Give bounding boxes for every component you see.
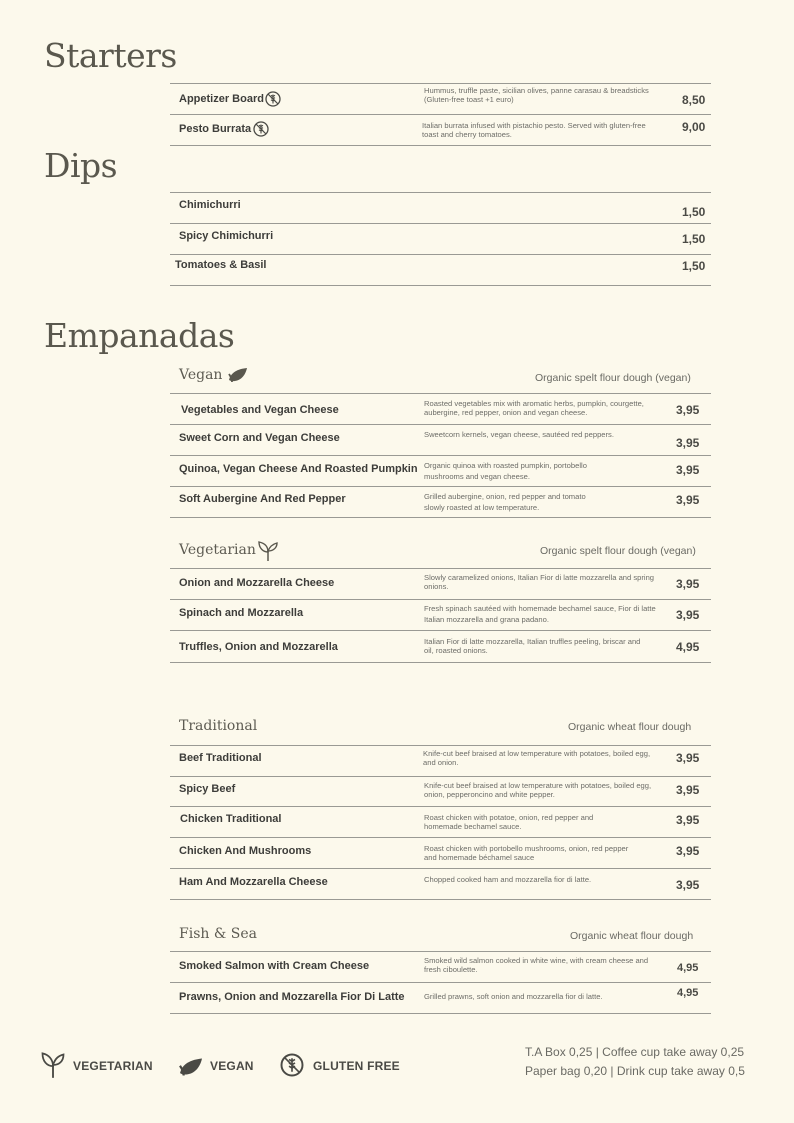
gluten-free-icon xyxy=(253,121,269,137)
divider xyxy=(170,599,711,600)
divider xyxy=(170,837,711,838)
divider xyxy=(170,83,711,84)
item-name: Tomatoes & Basil xyxy=(175,259,267,271)
dips-title: Dips xyxy=(44,146,118,185)
item-price: 3,95 xyxy=(676,783,700,797)
divider xyxy=(170,951,711,952)
item-price: 3,95 xyxy=(676,493,700,507)
item-price: 1,50 xyxy=(682,205,706,219)
item-name: Ham And Mozzarella Cheese xyxy=(179,876,328,888)
divider xyxy=(170,455,711,456)
item-description: Italian Fior di latte mozzarella, Italian truffles peeling, briscar and oil, roasted onions. xyxy=(424,637,641,655)
starters-title: Starters xyxy=(44,36,177,75)
item-description: Hummus, truffle paste, sicilian olives, panne carasau & breadsticks (Gluten-free toast +1 euro) xyxy=(424,86,649,104)
divider xyxy=(170,745,711,746)
divider xyxy=(170,568,711,569)
item-name: Sweet Corn and Vegan Cheese xyxy=(179,432,340,444)
dough-note: Organic spelt flour dough (vegan) xyxy=(540,545,696,557)
divider xyxy=(170,285,711,286)
item-description: Fresh spinach sautéed with homemade bechamel sauce, Fior di latte Italian mozzarella and grana padano. xyxy=(424,604,656,624)
item-price: 3,95 xyxy=(676,844,700,858)
footer-line-1: T.A Box 0,25 | Coffee cup take away 0,25 xyxy=(525,1045,745,1059)
item-description: Knife-cut beef braised at low temperature with potatoes, boiled egg, onion, pepperoncino and white pepper. xyxy=(424,781,652,799)
gluten-free-icon xyxy=(280,1053,304,1077)
item-description: Chopped cooked ham and mozzarella fior di latte. xyxy=(424,875,592,884)
item-name: Pesto Burrata xyxy=(179,123,252,135)
item-name: Smoked Salmon with Cream Cheese xyxy=(179,960,370,972)
empanadas-title: Empanadas xyxy=(44,316,235,355)
vegan-subtitle: Vegan xyxy=(179,367,223,383)
vegetarian-sprout-icon xyxy=(257,540,279,562)
item-price: 4,95 xyxy=(677,987,699,999)
item-name: Spicy Beef xyxy=(179,783,236,795)
item-name: Spinach and Mozzarella xyxy=(179,607,304,619)
divider xyxy=(170,145,711,146)
item-price: 3,95 xyxy=(676,436,700,450)
item-description: Roast chicken with potatoe, onion, red pepper and homemade bechamel sauce. xyxy=(424,813,594,831)
divider xyxy=(170,114,711,115)
item-description: Grilled aubergine, onion, red pepper and tomato slowly roasted at low temperature. xyxy=(424,492,586,512)
item-name: Prawns, Onion and Mozzarella Fior Di Latte xyxy=(179,991,405,1003)
item-name: Vegetables and Vegan Cheese xyxy=(181,404,339,416)
divider xyxy=(170,486,711,487)
divider xyxy=(170,517,711,518)
divider xyxy=(170,393,711,394)
item-price: 3,95 xyxy=(676,813,700,827)
divider xyxy=(170,424,711,425)
item-price: 8,50 xyxy=(682,93,706,107)
item-name: Truffles, Onion and Mozzarella xyxy=(179,641,338,653)
divider xyxy=(170,982,711,983)
item-price: 4,95 xyxy=(677,962,699,974)
dough-note: Organic spelt flour dough (vegan) xyxy=(535,372,691,384)
item-description: Knife-cut beef braised at low temperature with potatoes, boiled egg, and onion. xyxy=(423,749,651,767)
item-name: Appetizer Board xyxy=(179,93,264,105)
vegetarian-subtitle: Vegetarian xyxy=(179,542,256,558)
item-price: 3,95 xyxy=(676,751,700,765)
item-price: 3,95 xyxy=(676,878,700,892)
item-price: 4,95 xyxy=(676,640,700,654)
footer-line-2: Paper bag 0,20 | Drink cup take away 0,5 xyxy=(525,1064,745,1078)
item-name: Beef Traditional xyxy=(179,752,262,764)
item-description: Smoked wild salmon cooked in white wine, with cream cheese and fresh ciboulette. xyxy=(424,956,649,974)
divider xyxy=(170,662,711,663)
fish-subtitle: Fish & Sea xyxy=(179,926,257,942)
dough-note: Organic wheat flour dough xyxy=(570,930,694,942)
item-name: Onion and Mozzarella Cheese xyxy=(179,577,335,589)
legend-vegetarian-label: VEGETARIAN xyxy=(73,1059,153,1073)
divider xyxy=(170,806,711,807)
item-price: 9,00 xyxy=(682,120,706,134)
traditional-subtitle: Traditional xyxy=(179,718,258,734)
item-description: Italian burrata infused with pistachio pesto. Served with gluten-free toast and cherry tomatoes. xyxy=(422,121,646,139)
item-name: Soft Aubergine And Red Pepper xyxy=(179,493,346,505)
item-description: Sweetcorn kernels, vegan cheese, sautéed red peppers. xyxy=(424,430,614,439)
item-price: 3,95 xyxy=(676,463,700,477)
item-description: Organic quinoa with roasted pumpkin, portobello mushrooms and vegan cheese. xyxy=(424,461,587,481)
item-description: Roast chicken with portobello mushrooms, onion, red pepper and homemade béchamel sauce xyxy=(424,844,629,862)
divider xyxy=(170,776,711,777)
divider xyxy=(170,254,711,255)
item-name: Chimichurri xyxy=(179,199,241,211)
vegan-leaf-icon xyxy=(177,1056,205,1078)
item-price: 3,95 xyxy=(676,403,700,417)
divider xyxy=(170,868,711,869)
item-description: Grilled prawns, soft onion and mozzarella fior di latte. xyxy=(424,992,603,1001)
item-name: Chicken Traditional xyxy=(180,813,282,825)
legend-gluten-free-label: GLUTEN FREE xyxy=(313,1059,400,1073)
divider xyxy=(170,192,711,193)
divider xyxy=(170,1013,711,1014)
legend-vegan-label: VEGAN xyxy=(210,1059,254,1073)
item-name: Spicy Chimichurri xyxy=(179,230,274,242)
item-price: 3,95 xyxy=(676,577,700,591)
vegan-leaf-icon xyxy=(227,366,249,384)
item-price: 1,50 xyxy=(682,232,706,246)
divider xyxy=(170,899,711,900)
item-description: Roasted vegetables mix with aromatic herbs, pumpkin, courgette, aubergine, red pepper, onion and vegan cheese. xyxy=(424,399,644,417)
divider xyxy=(170,630,711,631)
item-price: 3,95 xyxy=(676,608,700,622)
dough-note: Organic wheat flour dough xyxy=(568,721,692,733)
item-price: 1,50 xyxy=(682,259,706,273)
item-description: Slowly caramelized onions, Italian Fior di latte mozzarella and spring onions. xyxy=(424,573,655,591)
gluten-free-icon xyxy=(265,91,281,107)
vegetarian-sprout-icon xyxy=(40,1051,66,1079)
item-name: Quinoa, Vegan Cheese And Roasted Pumpkin xyxy=(179,463,418,475)
divider xyxy=(170,223,711,224)
item-name: Chicken And Mushrooms xyxy=(179,845,312,857)
